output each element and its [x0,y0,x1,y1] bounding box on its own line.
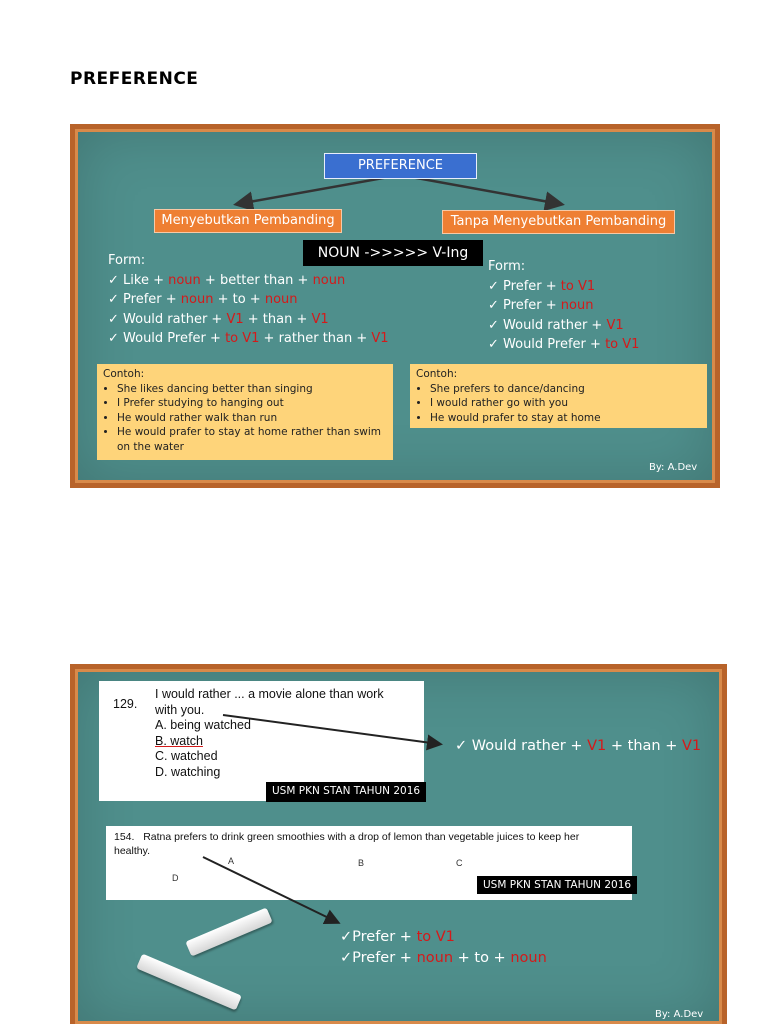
answer-letter: B [358,858,365,868]
option-d: D. watching [155,764,221,779]
byline: By: A.Dev [649,462,698,473]
question-text: 154. Ratna prefers to drink green smoothies with a drop of lemon than vegetable juices to keep her [114,831,580,843]
question-stem: I would rather ... a movie alone than work [155,687,384,701]
preference-heading-box: PREFERENCE [324,153,477,179]
form-line: ✓ Prefer + noun [488,298,594,313]
example-item: • She prefers to dance/dancing [430,382,701,397]
source-label: USM PKN STAN TAHUN 2016 [477,876,637,894]
q1-form-line: ✓ Would rather + V1 + than + V1 [455,738,702,754]
left-form-list [108,251,389,349]
example-item: • He would rather walk than run [117,411,387,426]
form-line: ✓ Prefer + to V1 [488,278,596,294]
left-examples-box [97,364,393,460]
example-item: • I Prefer studying to hanging out [117,396,387,411]
document-title: PREFERENCE [70,69,199,89]
question-text: healthy. [114,845,150,857]
form-line: ✓ Would Prefer + to V1 [488,337,640,352]
contoh-label: Contoh: [416,368,458,380]
form-line: ✓ Like + noun + better than + noun [108,272,346,288]
option-b-correct: B. watch [155,733,203,748]
answer-letter: C [456,858,463,868]
form-line: ✓ Would rather + V1 [488,317,624,333]
slide-preference-summary [70,124,720,488]
form-label: Form: [488,259,526,274]
form-line: ✓ Prefer + noun + to + noun [108,292,298,307]
option-c: C. watched [155,749,218,763]
example-item: • He would prafer to stay at home rather than swim on the water [117,425,387,454]
q2-form-list [340,927,547,969]
question-number: 129. [113,697,138,711]
contoh-label: Contoh: [103,368,145,380]
form-line: ✓Prefer + noun + to + noun [340,950,547,966]
example-item: • She likes dancing better than singing [117,382,387,397]
slide-exam-examples [70,664,727,1024]
byline: By: A.Dev [655,1009,704,1020]
without-comparison-box: Tanpa Menyebutkan Pembanding [442,210,675,234]
with-comparison-box: Menyebutkan Pembanding [154,209,342,233]
right-examples-box [410,364,707,428]
example-item: • He would prafer to stay at home [430,411,701,426]
answer-letter: D [172,873,179,883]
noun-ving-box: NOUN ->>>>> V-Ing [303,240,483,266]
source-label: USM PKN STAN TAHUN 2016 [266,782,426,802]
form-label: Form: [108,253,146,268]
example-item: • I would rather go with you [430,396,701,411]
answer-letter: A [228,856,235,866]
question-stem: with you. [155,702,205,717]
option-a: A. being watched [155,718,251,732]
right-form-list [488,257,639,355]
form-line: ✓ Would Prefer + to V1 + rather than + V1 [108,331,389,346]
form-line: ✓ Would rather + V1 + than + V1 [108,311,329,327]
form-line: ✓Prefer + to V1 [340,929,455,945]
